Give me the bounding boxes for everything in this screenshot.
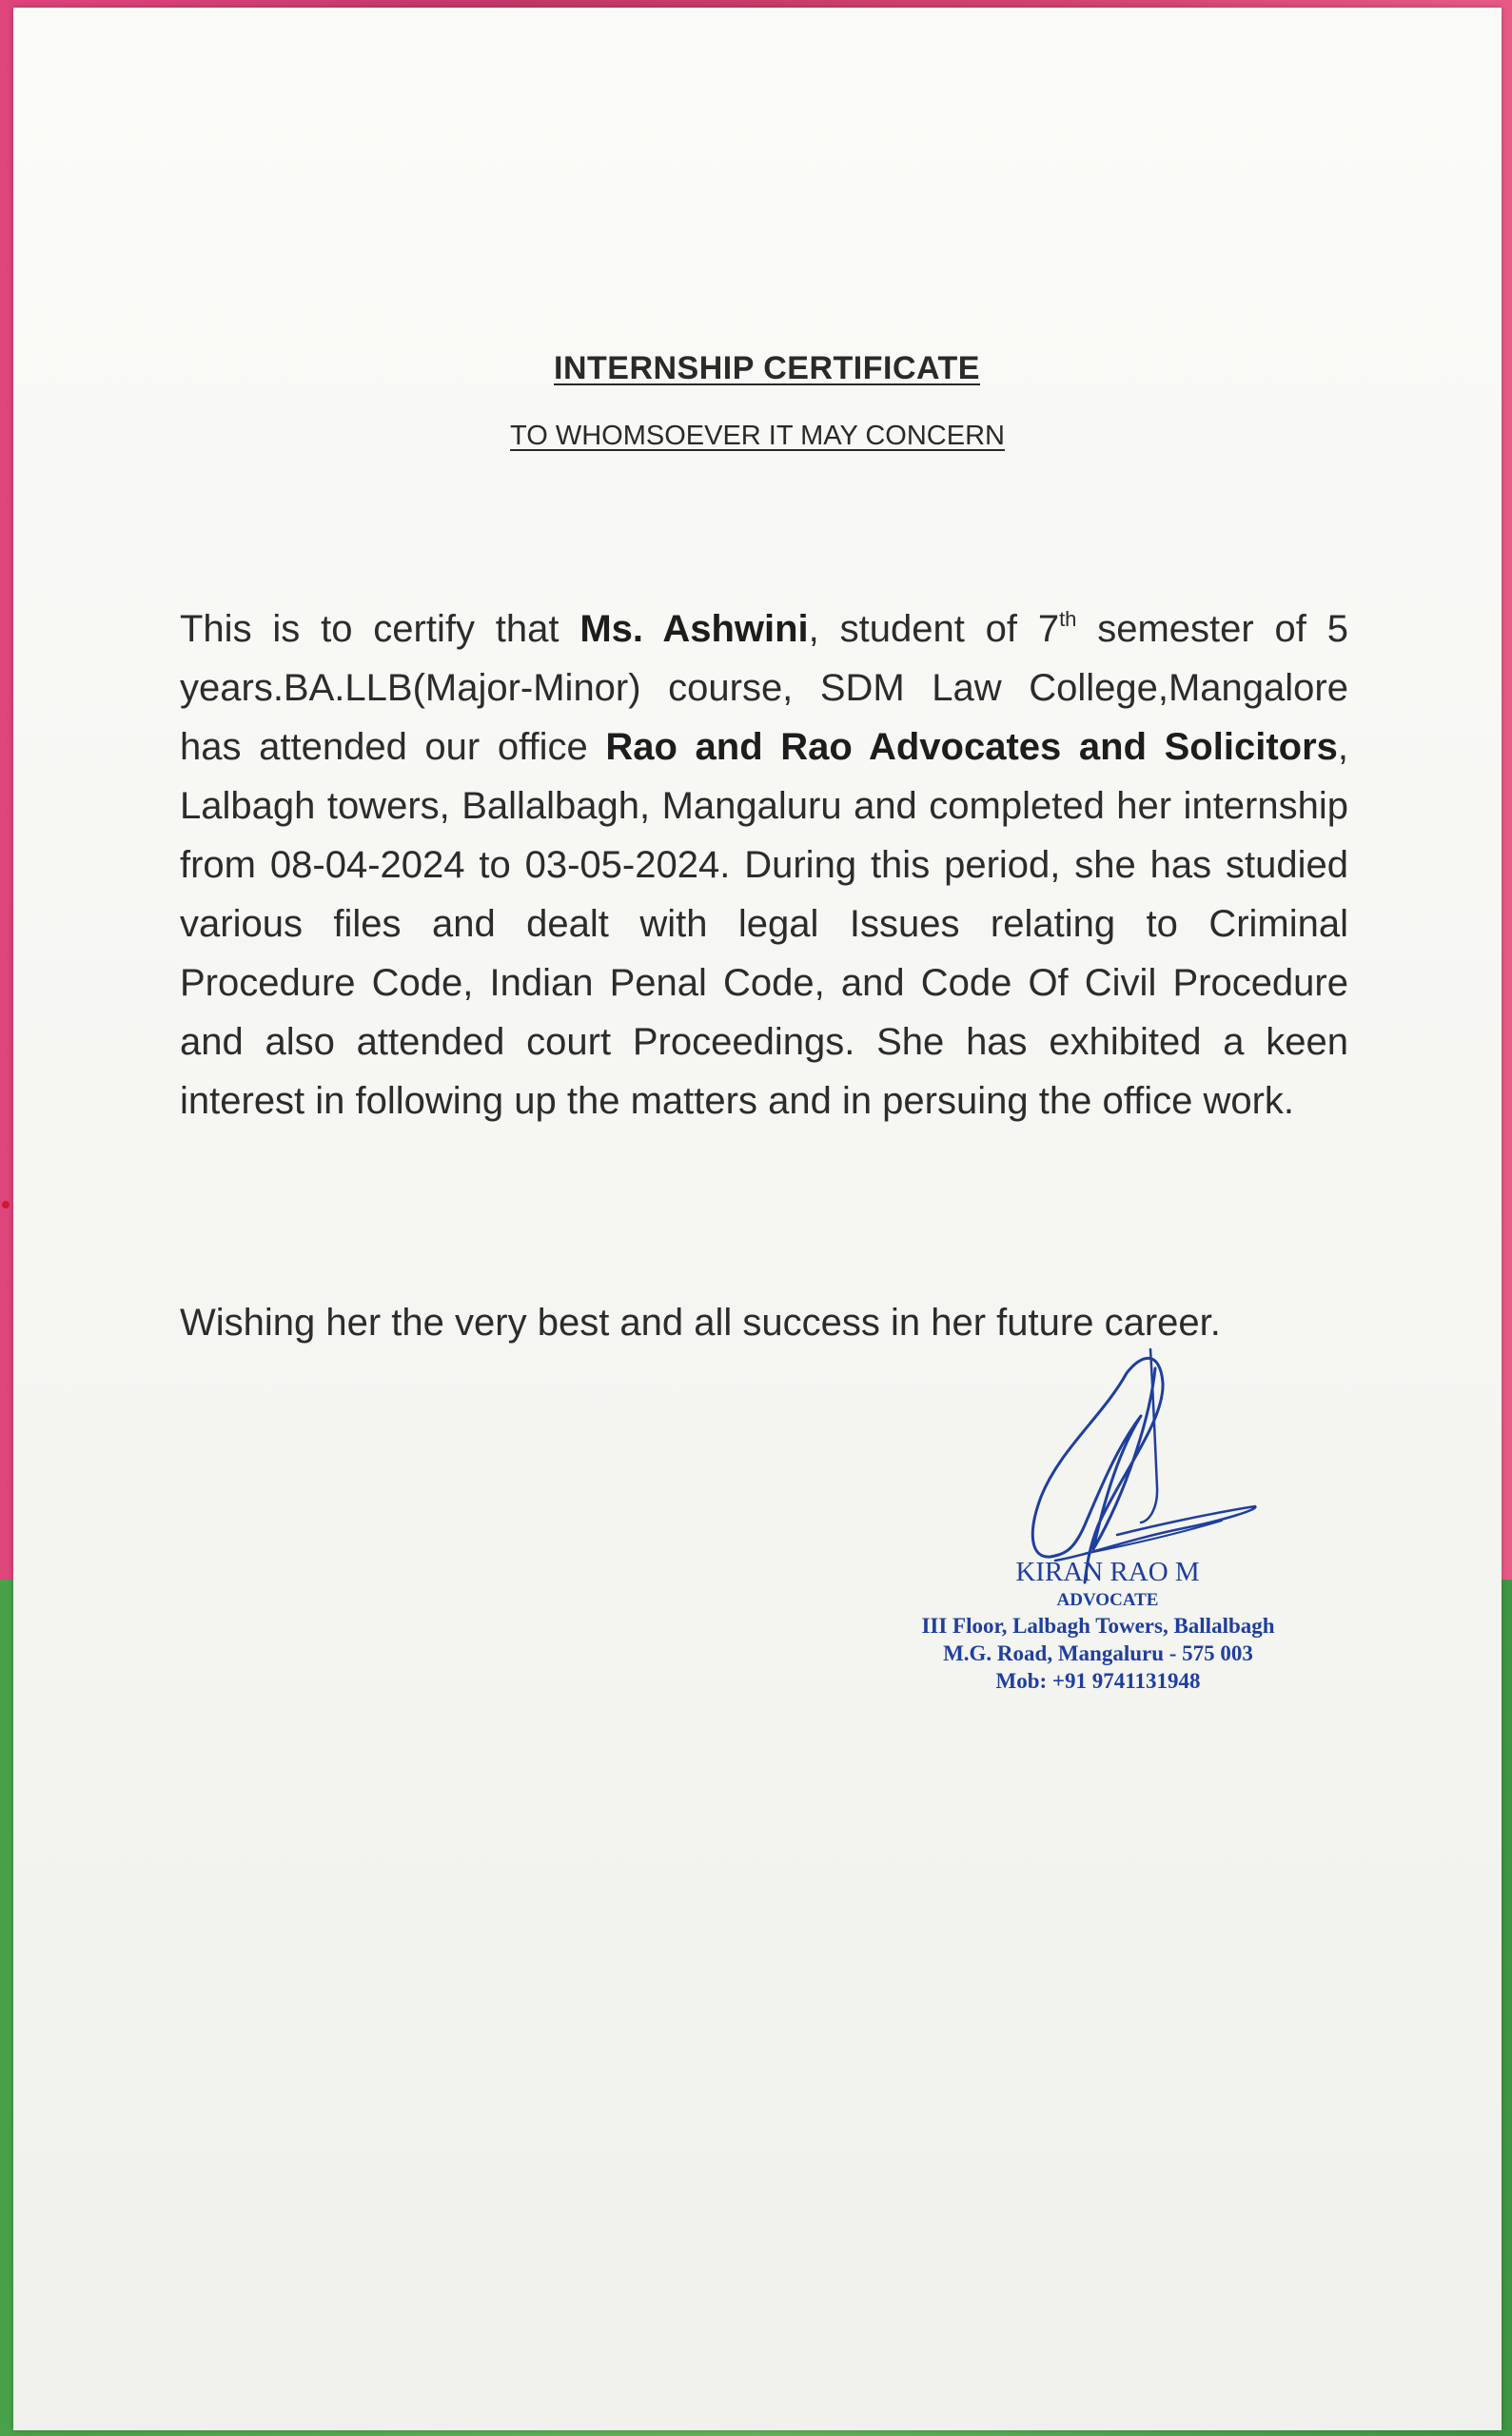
body-text-part: , Lalbagh towers, Ballalbagh, Mangaluru and completed her internship from 08-04-2024 to 03-05-2024. During this period, she has studied various files and dealt with legal Issues relating to Criminal Procedure Code, Indian Penal Code, and Code Of Civil Procedure and also attended court Proceedings. She has exhibited a keen interest in following up the matters and in persuing the office work.: [180, 726, 1349, 1122]
certificate-paper: [13, 8, 1502, 2430]
certificate-subtitle: TO WHOMSOEVER IT MAY CONCERN: [510, 421, 1005, 451]
stamp-phone: Mob: +91 9741131948: [995, 1669, 1201, 1693]
stamp-name: KIRAN RAO M: [1015, 1557, 1200, 1587]
closing-line: Wishing her the very best and all success in her future career.: [180, 1302, 1221, 1344]
ink-mark: [2, 1201, 10, 1208]
stamp-address-line-2: M.G. Road, Mangaluru - 575 003: [943, 1641, 1253, 1665]
certificate-title: INTERNSHIP CERTIFICATE: [554, 350, 980, 386]
body-text-part: semester of 5 years.BA.LLB(Major-Minor) course, SDM Law College,Mangalore has attended our office: [180, 608, 1348, 768]
body-text-part: , student of 7: [808, 608, 1060, 650]
signature: [898, 1340, 1279, 1587]
body-text-part: This is to certify that: [180, 608, 580, 650]
stamp-role: ADVOCATE: [1056, 1590, 1159, 1610]
office-name: Rao and Rao Advocates and Solicitors: [605, 726, 1338, 768]
student-name: Ms. Ashwini: [579, 608, 809, 650]
ordinal-suffix: th: [1059, 607, 1077, 631]
stamp-address-line-1: III Floor, Lalbagh Towers, Ballalbagh: [921, 1614, 1275, 1638]
advocate-stamp: [874, 1555, 1322, 1695]
certificate-body: [180, 599, 1348, 1130]
